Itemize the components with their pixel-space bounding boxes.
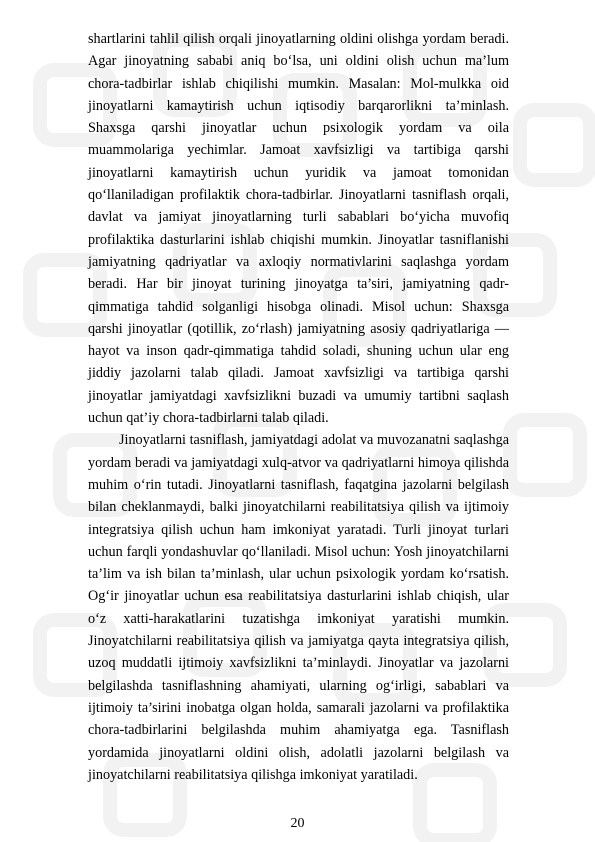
page-number: 20 bbox=[290, 816, 305, 831]
paragraph-1: shartlarini tahlil qilish orqali jinoyatlarning oldini olishga yordam beradi. Agar jinoyatning sababi aniq bo‘lsa, uni oldini olish uchun ma’lum chora-tadbirlar ishlab chiqilishi mumkin. Masalan: Mol-mulkka oid jinoyatlarni kamaytirish uchun iqtisodiy barqarorlikni ta’minlash. Shaxsga qarshi jinoyatlar uchun psixologik yordam va oila muammolariga yechimlar. Jamoat xavfsizligi va tartibiga qarshi jinoyatlarni kamaytirish uchun yuridik va jamoat tomonidan qo‘llaniladigan profilaktik chora-tadbirlar. Jinoyatlarni tasniflash orqali, davlat va jamiyat jinoyatlarning turli sabablari bo‘yicha muvofiq profilaktika dasturlarini ishlab chiqishi mumkin. Jinoyatlar tasniflanishi jamiyatning qadriyatlar va axloqiy normativlarini saqlashga yordam beradi. Har bir jinoyat turining jinoyatga ta’siri, jamiyatning qadr-qimmatiga tahdid solganligi hisobga olinadi. Misol uchun: Shaxsga qarshi jinoyatlar (qotillik, zo‘rlash) jamiyatning asosiy qadriyatlariga — hayot va inson qadr-qimmatiga tahdid soladi, shuning uchun ular eng jiddiy jazolarni talab qiladi. Jamoat xavfsizligi va tartibiga qarshi jinoyatlar jamiyatdagi xavfsizlikni buzadi va umumiy tartibni saqlash uchun qat’iy chora-tadbirlarni talab qiladi. bbox=[88, 31, 509, 427]
document-body bbox=[88, 28, 509, 786]
paragraph-2: Jinoyatlarni tasniflash, jamiyatdagi adolat va muvozanatni saqlashga yordam beradi va jamiyatdagi xulq-atvor va qadriyatlarni himoya qilishda muhim o‘rin tutadi. Jinoyatlarni tasniflash, faqatgina jazolarni belgilash bilan cheklanmaydi, balki jinoyatchilarni reabilitatsiya qilish va ijtimoiy integratsiya qilish uchun ham imkoniyat yaratadi. Turli jinoyat turlari uchun farqli yondashuvlar qo‘llaniladi. Misol uchun: Yosh jinoyatchilarni ta’lim va ish bilan ta’minlash, ular uchun psixologik yordam ko‘rsatish. Og‘ir jinoyatlar uchun esa reabilitatsiya dasturlarini ishlab chiqish, ular o‘z xatti-harakatlarini tuzatishga imkoniyat yaratishi mumkin. Jinoyatchilarni reabilitatsiya qilish va jamiyatga qayta integratsiya qilish, uzoq muddatli ijtimoiy xavfsizlikni ta’minlaydi. Jinoyatlar va jazolarni belgilashda tasniflashning ahamiyati, ularning og‘irligi, sabablari va ijtimoiy ta’sirini inobatga olgan holda, samarali jazolarni va profilaktika chora-tadbirlarini belgilashda muhim ahamiyatga ega. Tasniflash yordamida jinoyatlarni oldini olish, adolatli jazolarni belgilash va jinoyatchilarni reabilitatsiya qilishga imkoniyat yaratiladi. bbox=[88, 432, 509, 783]
